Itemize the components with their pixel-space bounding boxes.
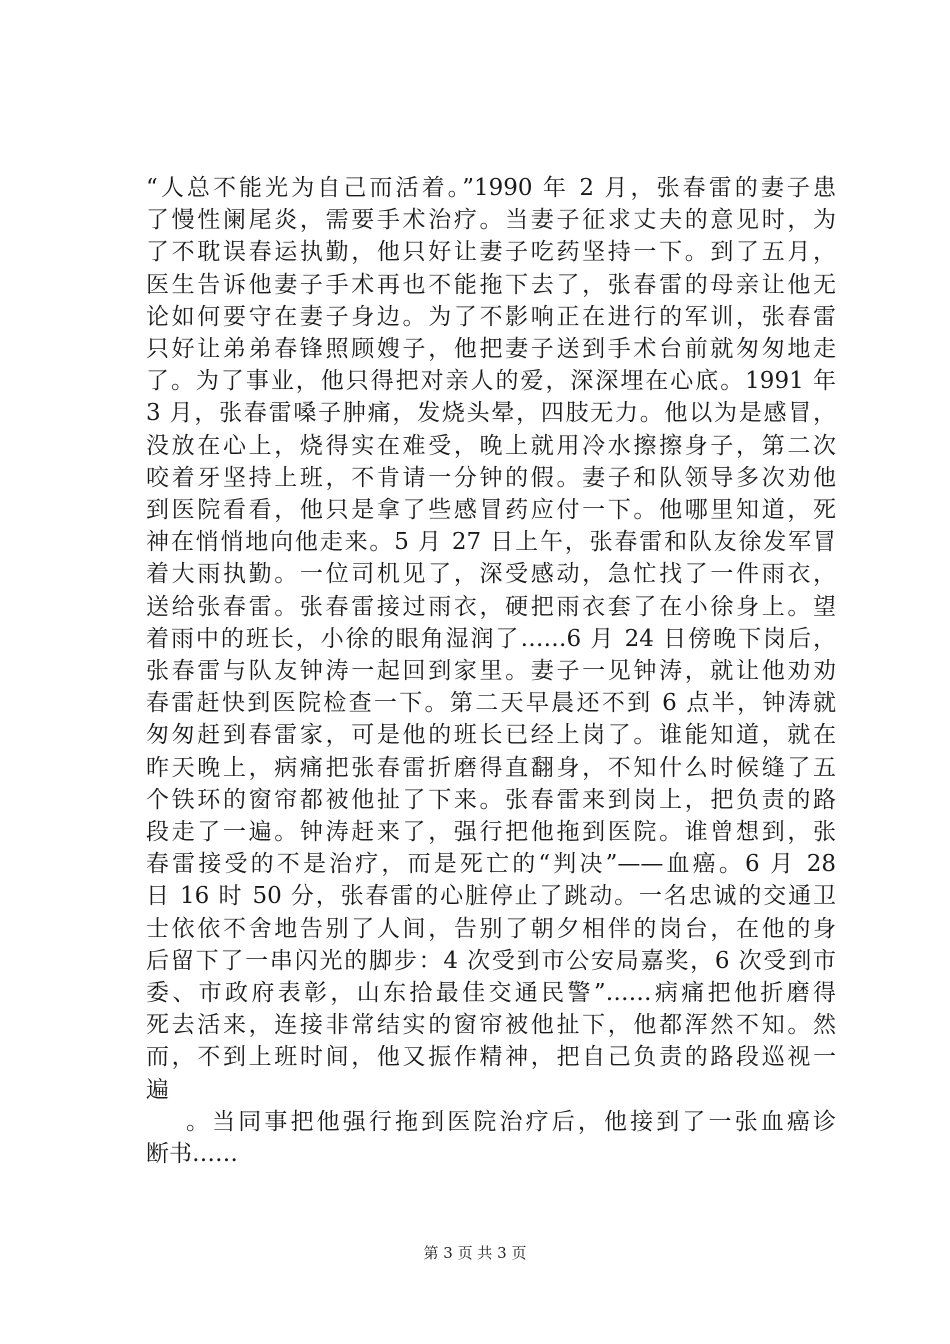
body-text bbox=[146, 172, 836, 1170]
text-line: 神在悄悄地向他走来。5 月 27 日上午，张春雷和队友徐发军冒 bbox=[146, 529, 836, 556]
text-line: 日 16 时 50 分，张春雷的心脏停止了跳动。一名忠诚的交通卫 bbox=[146, 883, 836, 910]
text-line: 。当同事把他强行拖到医院治疗后，他接到了一张血癌诊 bbox=[186, 1108, 836, 1135]
text-line: 没放在心上，烧得实在难受，晚上就用冷水擦擦身子，第二次 bbox=[146, 432, 836, 459]
text-line: 只好让弟弟春锋照顾嫂子，他把妻子送到手术台前就匆匆地走 bbox=[146, 336, 836, 363]
text-line: 春雷赶快到医院检查一下。第二天早晨还不到 6 点半，钟涛就 bbox=[146, 690, 836, 717]
text-line: 咬着牙坚持上班，不肯请一分钟的假。妻子和队领导多次劝他 bbox=[146, 464, 836, 491]
text-line: 匆匆赶到春雷家，可是他的班长已经上岗了。谁能知道，就在 bbox=[146, 722, 836, 749]
text-line: 遍 bbox=[146, 1076, 169, 1103]
text-line: 到医院看看，他只是拿了些感冒药应付一下。他哪里知道，死 bbox=[146, 497, 836, 524]
text-line: 昨天晚上，病痛把张春雷折磨得直翻身，不知什么时候缝了五 bbox=[146, 754, 836, 781]
text-line: 委、市政府表彰，山东拾最佳交通民警”……病痛把他折磨得 bbox=[146, 980, 836, 1007]
text-line: 士依依不舍地告别了人间，告别了朝夕相伴的岗台，在他的身 bbox=[146, 915, 836, 942]
text-line: 断书…… bbox=[146, 1141, 238, 1168]
text-line: 着雨中的班长，小徐的眼角湿润了……6 月 24 日傍晚下岗后， bbox=[146, 625, 836, 652]
text-line: “人总不能光为自己而活着。”1990 年 2 月，张春雷的妻子患 bbox=[146, 175, 836, 201]
text-line: 送给张春雷。张春雷接过雨衣，硬把雨衣套了在小徐身上。望 bbox=[146, 593, 836, 620]
page-number-label: 第 3 页 共 3 页 bbox=[423, 1244, 527, 1262]
text-line: 了。为了事业，他只得把对亲人的爱，深深埋在心底。1991 年 bbox=[146, 368, 836, 395]
text-line: 着大雨执勤。一位司机见了，深受感动，急忙找了一件雨衣， bbox=[146, 561, 836, 588]
text-line: 而，不到上班时间，他又振作精神，把自己负责的路段巡视一 bbox=[146, 1044, 836, 1071]
page-footer bbox=[0, 1243, 950, 1263]
text-line: 了慢性阑尾炎，需要手术治疗。当妻子征求丈夫的意见时，为 bbox=[146, 207, 836, 234]
text-line: 春雷接受的不是治疗，而是死亡的“判决”——血癌。6 月 28 bbox=[146, 851, 836, 878]
text-line: 个铁环的窗帘都被他扯了下来。张春雷来到岗上，把负责的路 bbox=[146, 786, 836, 813]
text-line: 后留下了一串闪光的脚步：4 次受到市公安局嘉奖，6 次受到市 bbox=[146, 947, 836, 974]
text-line: 张春雷与队友钟涛一起回到家里。妻子一见钟涛，就让他劝劝 bbox=[146, 658, 836, 685]
text-line: 死去活来，连接非常结实的窗帘被他扯下，他都浑然不知。然 bbox=[146, 1012, 836, 1039]
text-line: 3 月，张春雷嗓子肿痛，发烧头晕，四肢无力。他以为是感冒， bbox=[146, 400, 836, 427]
text-line: 论如何要守在妻子身边。为了不影响正在进行的军训，张春雷 bbox=[146, 303, 836, 330]
text-line: 了不耽误春运执勤，他只好让妻子吃药坚持一下。到了五月， bbox=[146, 239, 836, 266]
text-line: 段走了一遍。钟涛赶来了，强行把他拖到医院。谁曾想到，张 bbox=[146, 819, 836, 846]
text-line: 医生告诉他妻子手术再也不能拖下去了，张春雷的母亲让他无 bbox=[146, 271, 836, 298]
